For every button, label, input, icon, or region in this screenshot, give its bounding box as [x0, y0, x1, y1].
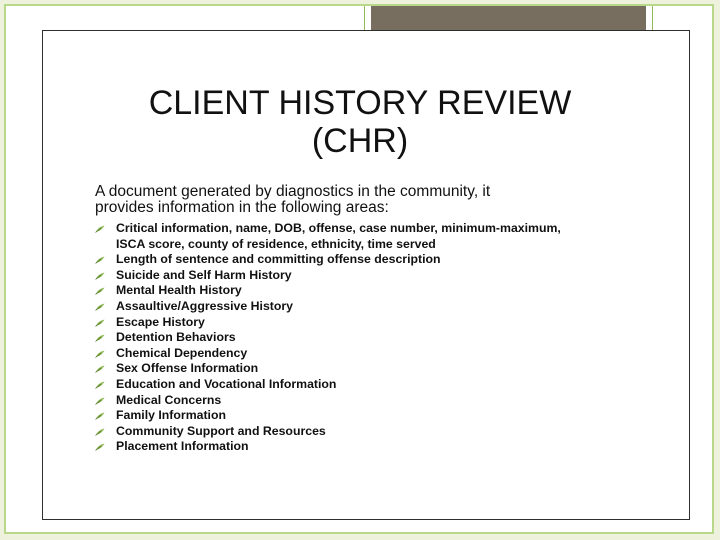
bullet-text: Detention Behaviors	[116, 330, 236, 345]
leaf-bullet-icon	[95, 428, 105, 436]
leaf-bullet-icon	[95, 365, 105, 373]
bullet-item	[93, 330, 673, 346]
bullet-text: Escape History	[116, 314, 205, 329]
intro-line: A document generated by diagnostics in the community, it	[95, 183, 491, 200]
bullet-item	[93, 439, 673, 455]
bullet-text: Family Information	[116, 408, 226, 423]
slide-title-line: CLIENT HISTORY REVIEW	[148, 84, 572, 122]
bullet-text: ISCA score, county of residence, ethnicity, time served	[116, 236, 436, 251]
bullet-list	[93, 221, 673, 455]
intro-line: provides information in the following areas:	[95, 199, 389, 216]
leaf-bullet-icon	[95, 287, 105, 295]
bullet-text: Assaultive/Aggressive History	[116, 298, 294, 313]
leaf-bullet-icon	[95, 350, 105, 358]
bullet-text: Sex Offense Information	[116, 361, 259, 376]
leaf-bullet-icon	[95, 319, 105, 327]
bullet-item	[93, 221, 673, 252]
bullet-text: Critical information, name, DOB, offense, case number, minimum-maximum,	[116, 221, 561, 235]
bullet-text: Community Support and Resources	[116, 423, 326, 438]
bullet-item	[93, 346, 673, 362]
bullet-item	[93, 283, 673, 299]
leaf-bullet-icon	[95, 397, 105, 405]
bullet-item	[93, 361, 673, 377]
bullet-text: Medical Concerns	[116, 392, 222, 407]
leaf-bullet-icon	[95, 381, 105, 389]
bullet-item	[93, 424, 673, 440]
leaf-bullet-icon	[95, 443, 105, 451]
bullet-text: Length of sentence and committing offense description	[116, 252, 441, 267]
slide-title-line: (CHR)	[311, 122, 409, 160]
leaf-bullet-icon	[95, 334, 105, 342]
bullet-item	[93, 393, 673, 409]
leaf-bullet-icon	[95, 412, 105, 420]
bullet-item	[93, 377, 673, 393]
bullet-text: Education and Vocational Information	[116, 376, 337, 391]
bullet-item	[93, 408, 673, 424]
leaf-bullet-icon	[95, 225, 105, 233]
bullet-item	[93, 252, 673, 268]
intro-text	[95, 184, 655, 216]
bullet-text: Placement Information	[116, 439, 249, 454]
bullet-text: Suicide and Self Harm History	[116, 267, 292, 282]
bullet-item	[93, 268, 673, 284]
bullet-text: Mental Health History	[116, 283, 242, 298]
leaf-bullet-icon	[95, 303, 105, 311]
leaf-bullet-icon	[95, 272, 105, 280]
bullet-item	[93, 315, 673, 331]
bullet-item	[93, 299, 673, 315]
slide-title	[60, 84, 660, 160]
leaf-bullet-icon	[95, 256, 105, 264]
bullet-text: Chemical Dependency	[116, 345, 248, 360]
